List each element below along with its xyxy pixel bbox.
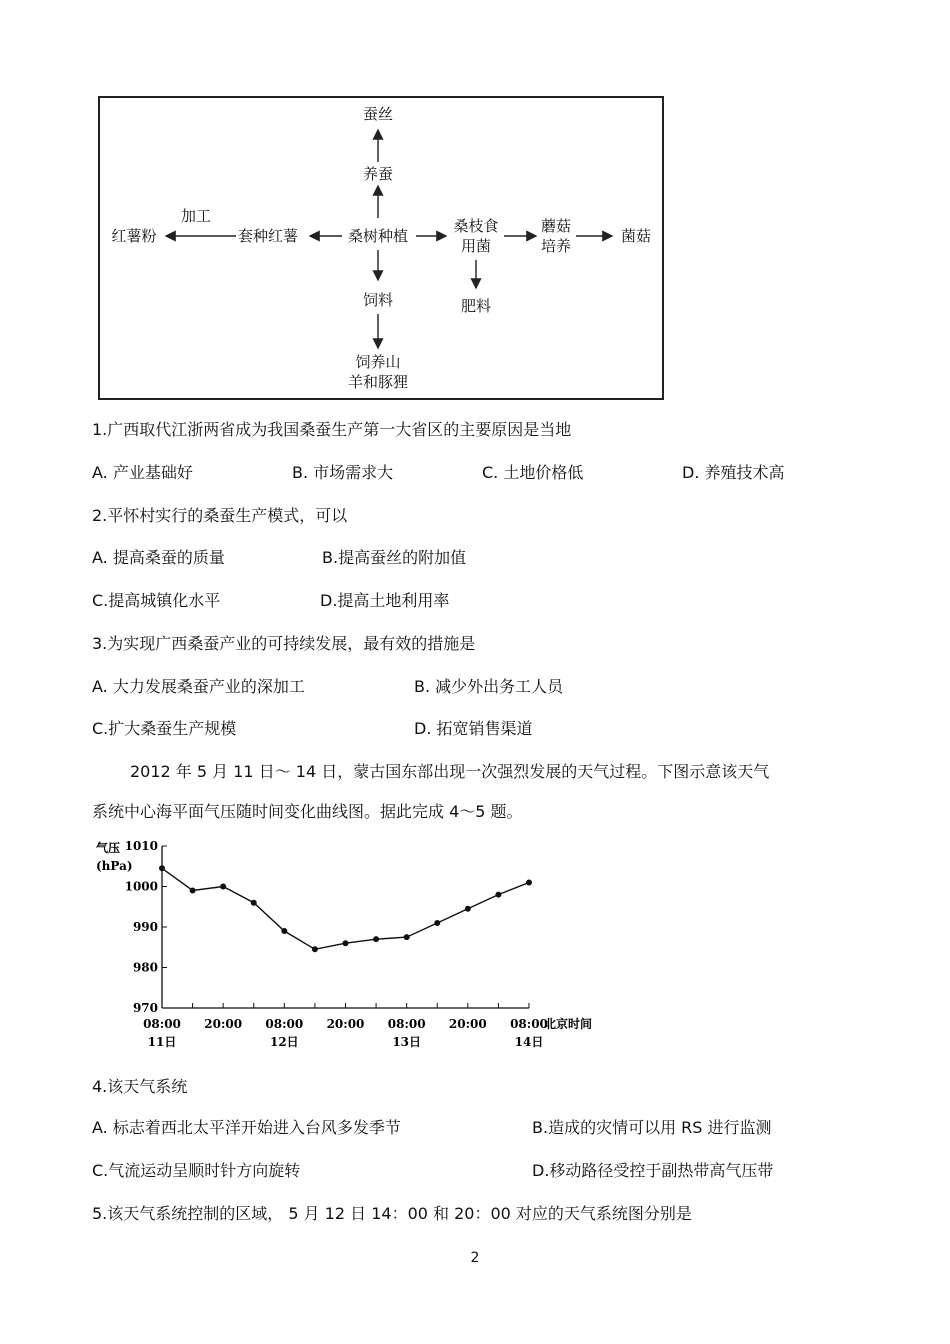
q1-option-c: C. 土地价格低 xyxy=(482,463,584,482)
pressure-data-point xyxy=(434,920,440,926)
y-tick-label: 980 xyxy=(132,960,158,975)
pressure-data-point xyxy=(281,928,287,934)
node-mulberry-planting: 桑树种植 xyxy=(347,227,409,245)
y-tick-label: 990 xyxy=(132,920,158,934)
pressure-data-point xyxy=(526,879,532,885)
node-silkworm-raising: 养蚕 xyxy=(362,165,394,183)
pressure-data-point xyxy=(251,900,257,906)
question-4: 4.该天气系统 xyxy=(92,1077,188,1096)
q4-option-b: B.造成的灾情可以用 RS 进行监测 xyxy=(532,1118,772,1137)
x-tick-label: 08:00 xyxy=(510,1017,548,1031)
node-intercrop-sweet-potato: 套种红薯 xyxy=(237,227,299,245)
x-tick-label: 08:00 xyxy=(265,1017,304,1031)
x-tick-label: 08:00 xyxy=(143,1017,181,1031)
y-tick-label: 1000 xyxy=(124,879,158,894)
x-tick-day-label: 12日 xyxy=(269,1035,299,1049)
pressure-data-point xyxy=(495,892,501,898)
mulberry-flow-diagram xyxy=(98,96,664,400)
pressure-data-point xyxy=(312,946,318,952)
q1-option-a: A. 产业基础好 xyxy=(92,463,193,482)
q3-option-c: C.扩大桑蚕生产规模 xyxy=(92,719,237,738)
pressure-series-line xyxy=(162,868,529,949)
y-axis-label-2: (hPa) xyxy=(96,859,133,873)
q3-option-b: B. 减少外出务工人员 xyxy=(414,677,564,696)
node-fertilizer: 肥料 xyxy=(460,297,492,315)
pressure-data-point xyxy=(220,884,226,890)
page-number: 2 xyxy=(470,1250,480,1266)
q2-option-b: B.提高蚕丝的附加值 xyxy=(322,548,467,567)
node-mushroom: 菌菇 xyxy=(620,227,652,245)
question-5: 5.该天气系统控制的区域， 5 月 12 日 14：00 和 20：00 对应的天气系统图分别是 xyxy=(92,1204,692,1223)
chart-svg xyxy=(92,838,606,1060)
q3-option-d: D. 拓宽销售渠道 xyxy=(414,719,533,738)
node-edible-fungus: 桑枝食 用菌 xyxy=(453,217,499,255)
q4-option-a: A. 标志着西北太平洋开始进入台风多发季节 xyxy=(92,1118,401,1137)
q1-option-b: B. 市场需求大 xyxy=(292,463,394,482)
node-process-label: 加工 xyxy=(180,207,212,225)
question-1: 1.广西取代江浙两省成为我国桑蚕生产第一大省区的主要原因是当地 xyxy=(92,420,572,439)
x-tick-day-label: 13日 xyxy=(392,1035,422,1049)
x-tick-label: 08:00 xyxy=(387,1017,426,1031)
pressure-data-point xyxy=(404,934,410,940)
q3-option-a: A. 大力发展桑蚕产业的深加工 xyxy=(92,677,305,696)
pressure-data-point xyxy=(190,888,196,894)
question-3: 3.为实现广西桑蚕产业的可持续发展，最有效的措施是 xyxy=(92,634,476,653)
q2-option-d: D.提高土地利用率 xyxy=(320,591,450,610)
node-silk: 蚕丝 xyxy=(362,105,394,123)
pressure-data-point xyxy=(343,940,349,946)
node-feed: 饲料 xyxy=(362,291,394,309)
q2-option-a: A. 提高桑蚕的质量 xyxy=(92,548,225,567)
y-axis-label-1: 气压 xyxy=(96,841,121,855)
intro-line-2: 系统中心海平面气压随时间变化曲线图。据此完成 4～5 题。 xyxy=(92,802,523,821)
pressure-line-chart xyxy=(92,838,606,1060)
q1-option-d: D. 养殖技术高 xyxy=(682,463,785,482)
q4-option-d: D.移动路径受控于副热带高气压带 xyxy=(532,1161,774,1180)
x-tick-day-label: 11日 xyxy=(147,1035,177,1049)
x-tick-label: 20:00 xyxy=(204,1017,243,1031)
node-livestock: 饲养山 羊和豚狸 xyxy=(347,353,409,391)
node-mushroom-culture: 蘑菇 培养 xyxy=(540,217,572,255)
pressure-data-point xyxy=(465,906,471,912)
node-sweet-potato-powder: 红薯粉 xyxy=(111,227,157,245)
x-axis-label: 北京时间 xyxy=(544,1017,593,1031)
y-tick-label: 970 xyxy=(132,1001,158,1015)
y-tick-label: 1010 xyxy=(124,839,158,853)
intro-line-1: 2012 年 5 月 11 日～ 14 日，蒙古国东部出现一次强烈发展的天气过程。下图示意该天气 xyxy=(130,762,770,781)
pressure-data-point xyxy=(159,865,165,871)
pressure-data-point xyxy=(373,936,379,942)
question-2: 2.平怀村实行的桑蚕生产模式，可以 xyxy=(92,506,348,525)
x-tick-label: 20:00 xyxy=(326,1017,365,1031)
q2-option-c: C.提高城镇化水平 xyxy=(92,591,221,610)
q4-option-c: C.气流运动呈顺时针方向旋转 xyxy=(92,1161,301,1180)
x-tick-label: 20:00 xyxy=(448,1017,487,1031)
x-tick-day-label: 14日 xyxy=(514,1035,544,1049)
